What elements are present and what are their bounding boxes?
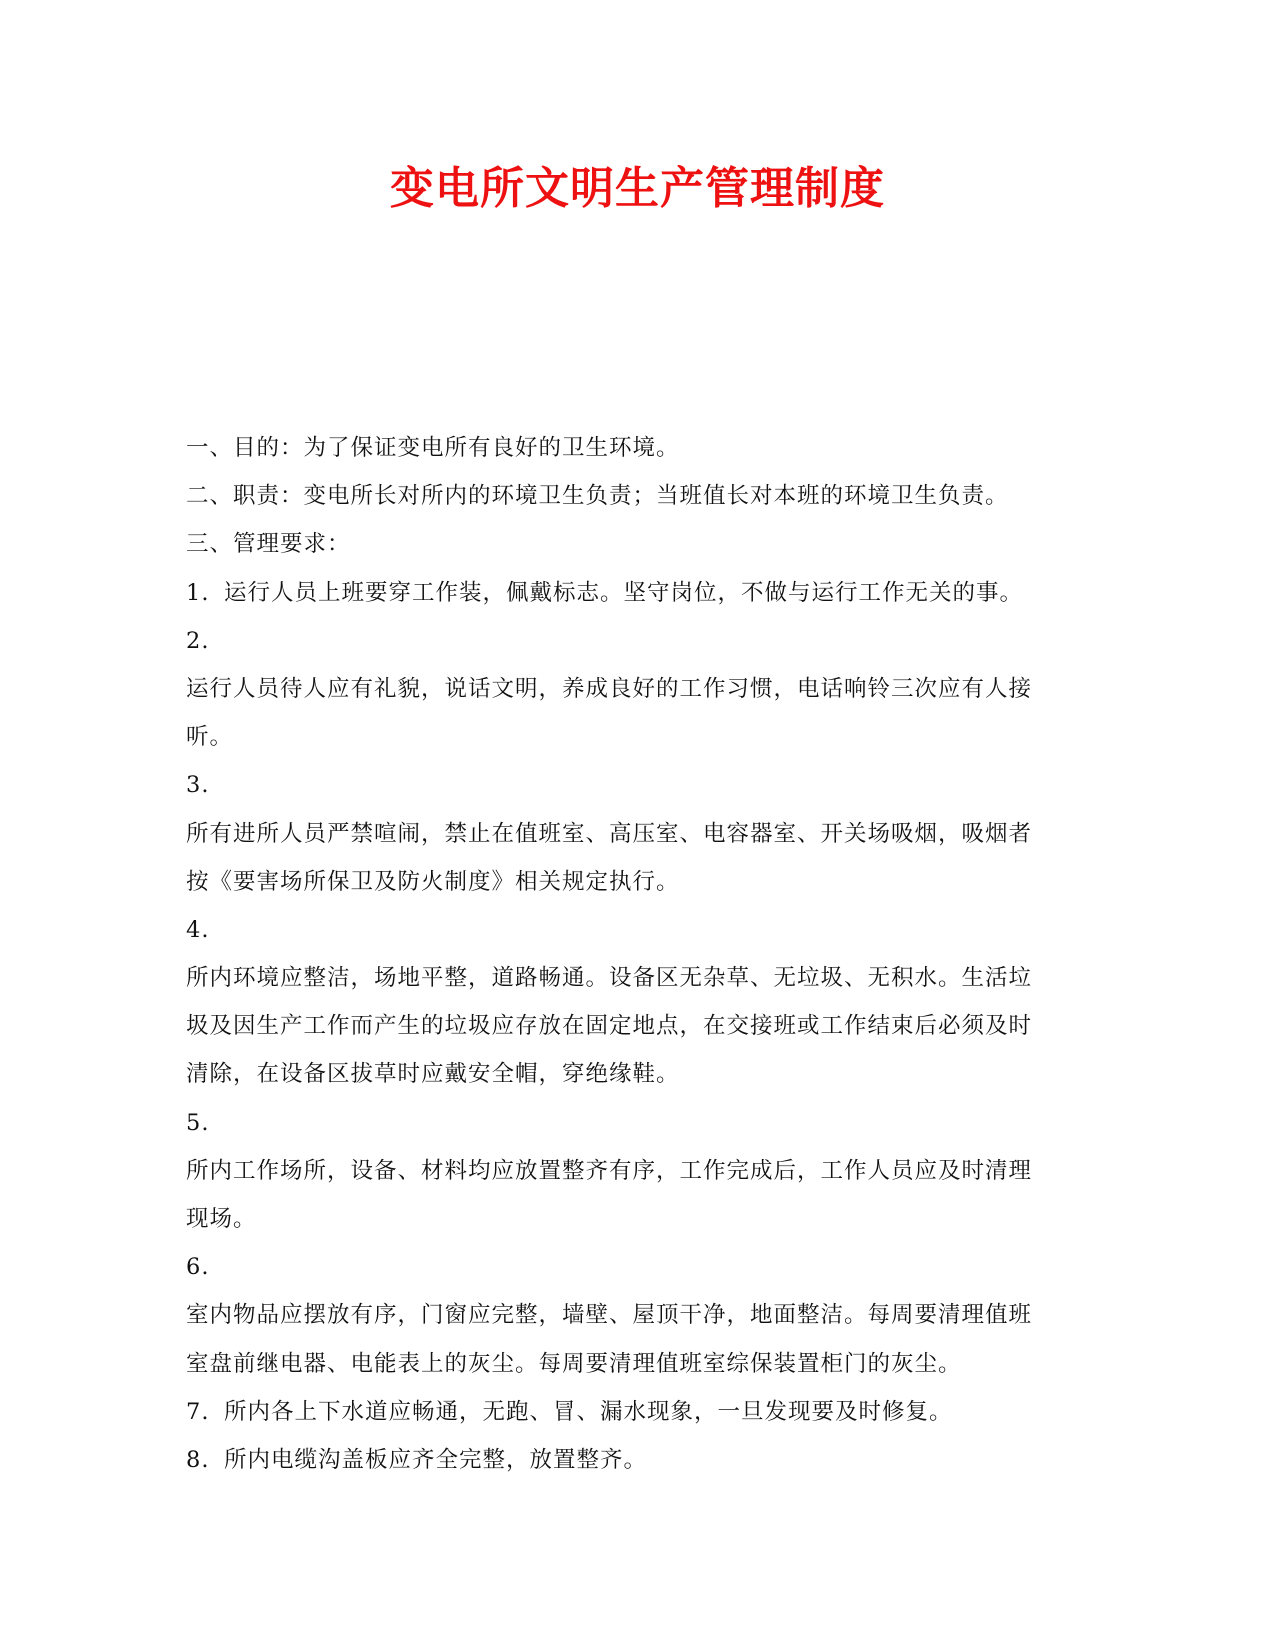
paragraph-responsibility: 二、职责：变电所长对所内的环境卫生负责；当班值长对本班的环境卫生负责。 (186, 483, 1009, 510)
list-item-number: 7. (186, 1398, 210, 1425)
paragraph-purpose: 一、目的：为了保证变电所有良好的卫生环境。 (186, 435, 680, 461)
list-item-1 (186, 569, 1092, 617)
document-body (186, 424, 1092, 1484)
section-heading-requirements: 三、管理要求： (186, 531, 351, 558)
list-item-text-line: 听。 (186, 724, 234, 751)
list-item-text-line: 室盘前继电器、电能表上的灰尘。每周要清理值班室综保装置柜门的灰尘。 (186, 1350, 962, 1377)
list-item-8 (186, 1436, 1092, 1484)
list-item-number: 8. (186, 1446, 210, 1473)
list-item-7 (186, 1388, 1092, 1436)
page-title: 变电所文明生产管理制度 (390, 163, 885, 214)
list-item-number-4: 4. (186, 916, 210, 943)
list-item-text-line: 所内环境应整洁，场地平整，道路畅通。设备区无杂草、无垃圾、无积水。生活垃 (186, 965, 1033, 992)
list-item-number-5: 5. (186, 1109, 210, 1136)
list-item-text: 所内电缆沟盖板应齐全完整，放置整齐。 (224, 1446, 648, 1473)
list-item-text-line: 按《要害场所保卫及防火制度》相关规定执行。 (186, 868, 680, 895)
list-item-number-2: 2. (186, 627, 210, 654)
list-item-text-line: 清除，在设备区拔草时应戴安全帽，穿绝缘鞋。 (186, 1061, 680, 1088)
list-item-text-line: 所内工作场所，设备、材料均应放置整齐有序，工作完成后，工作人员应及时清理 (186, 1157, 1033, 1184)
list-item-text-line: 圾及因生产工作而产生的垃圾应存放在固定地点，在交接班或工作结束后必须及时 (186, 1013, 1033, 1040)
list-item-text-line: 现场。 (186, 1206, 257, 1232)
list-item-text: 运行人员上班要穿工作装，佩戴标志。坚守岗位，不做与运行工作无关的事。 (224, 579, 1024, 606)
list-item-number-6: 6. (186, 1254, 210, 1281)
list-item-text: 所内各上下水道应畅通，无跑、冒、漏水现象，一旦发现要及时修复。 (224, 1398, 953, 1425)
list-item-number-3: 3. (186, 772, 210, 799)
list-item-text-line: 所有进所人员严禁喧闹，禁止在值班室、高压室、电容器室、开关场吸烟，吸烟者 (186, 820, 1033, 847)
list-item-text-line: 室内物品应摆放有序，门窗应完整，墙壁、屋顶干净，地面整洁。每周要清理值班 (186, 1302, 1033, 1329)
list-item-number: 1. (186, 579, 210, 606)
list-item-text-line: 运行人员待人应有礼貌，说话文明，养成良好的工作习惯，电话响铃三次应有人接 (186, 675, 1033, 702)
